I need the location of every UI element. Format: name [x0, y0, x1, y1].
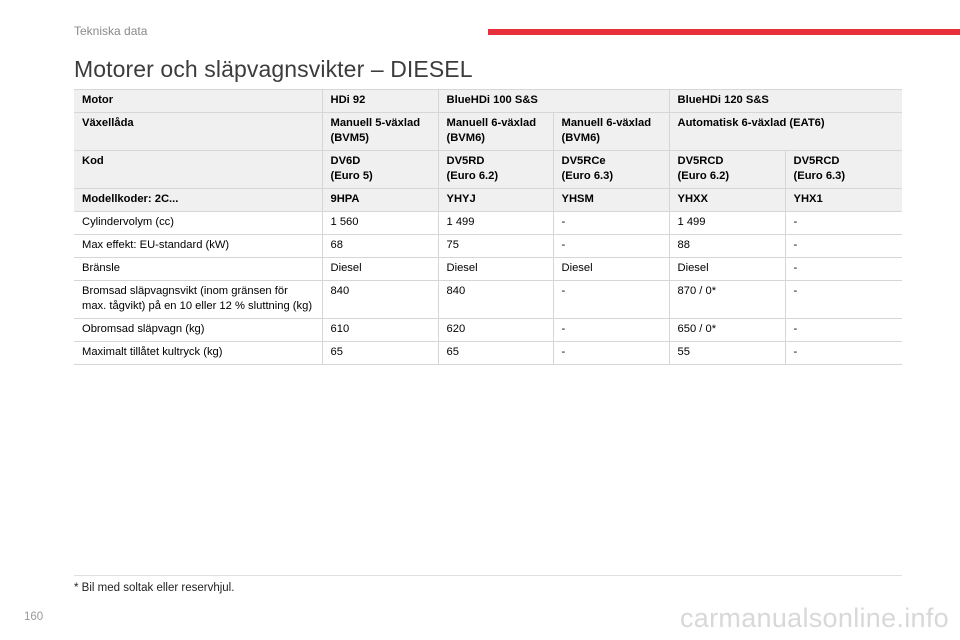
table-row: [74, 212, 902, 235]
table-cell: 55: [669, 342, 785, 365]
table-header-row-code: [74, 151, 902, 189]
table-header-row-gearbox: [74, 113, 902, 151]
engine-bluehdi100: BlueHDi 100 S&S: [438, 90, 669, 113]
row-label: Bromsad släpvagnsvikt (inom gränsen för max. tågvikt) på en 10 eller 12 % sluttning (kg): [74, 281, 322, 319]
table-cell: 1 560: [322, 212, 438, 235]
engine-code: DV5RCe: [561, 155, 606, 167]
gearbox-cell: Automatisk 6-växlad (EAT6): [669, 113, 902, 151]
row-label: Cylindervolym (cc): [74, 212, 322, 235]
table-cell: -: [785, 212, 902, 235]
row-label: Obromsad släpvagn (kg): [74, 319, 322, 342]
code-cell: [669, 151, 785, 189]
table-row: [74, 319, 902, 342]
footnote: * Bil med soltak eller reservhjul.: [74, 582, 235, 594]
engine-bluehdi120: BlueHDi 120 S&S: [669, 90, 902, 113]
table-cell: -: [553, 281, 669, 319]
gearbox-cell: Manuell 6-växlad (BVM6): [438, 113, 553, 151]
table-cell: Diesel: [322, 258, 438, 281]
table-cell: 1 499: [669, 212, 785, 235]
emission-norm: (Euro 5): [330, 170, 373, 182]
table-cell: -: [785, 281, 902, 319]
table-cell: 88: [669, 235, 785, 258]
model-code-cell: YHX1: [785, 189, 902, 212]
page-title: Motorer och släpvagnsvikter – DIESEL: [74, 56, 473, 82]
table-cell: 1 499: [438, 212, 553, 235]
table-cell: Diesel: [553, 258, 669, 281]
row-label: Max effekt: EU-standard (kW): [74, 235, 322, 258]
engine-code: DV5RCD: [793, 155, 840, 167]
row-label: Maximalt tillåtet kultryck (kg): [74, 342, 322, 365]
emission-norm: (Euro 6.2): [677, 170, 730, 182]
engine-code: DV6D: [330, 155, 361, 167]
emission-norm: (Euro 6.3): [793, 170, 846, 182]
engine-code: DV5RD: [446, 155, 485, 167]
table-cell: 870 / 0*: [669, 281, 785, 319]
table-cell: -: [785, 319, 902, 342]
model-code-cell: YHXX: [669, 189, 785, 212]
engine-hdi92: HDi 92: [322, 90, 438, 113]
table-cell: Diesel: [669, 258, 785, 281]
model-code-cell: YHYJ: [438, 189, 553, 212]
row-label-motor: Motor: [74, 90, 322, 113]
table-row: [74, 281, 902, 319]
table-row: [74, 342, 902, 365]
table-row: [74, 258, 902, 281]
table-cell: 840: [438, 281, 553, 319]
emission-norm: (Euro 6.2): [446, 170, 499, 182]
table-cell: -: [553, 212, 669, 235]
table-cell: 68: [322, 235, 438, 258]
gearbox-cell: Manuell 5-växlad (BVM5): [322, 113, 438, 151]
table-cell: 75: [438, 235, 553, 258]
code-cell: [322, 151, 438, 189]
table-cell: 840: [322, 281, 438, 319]
emission-norm: (Euro 6.3): [561, 170, 614, 182]
row-label-model-codes: Modellkoder: 2C...: [74, 189, 322, 212]
row-label-code: Kod: [74, 151, 322, 189]
table-cell: 65: [322, 342, 438, 365]
model-code-cell: YHSM: [553, 189, 669, 212]
footnote-divider: [74, 575, 902, 576]
table-cell: -: [785, 342, 902, 365]
engine-code: DV5RCD: [677, 155, 724, 167]
code-cell: [553, 151, 669, 189]
section-label: Tekniska data: [74, 24, 148, 38]
table-header-row-model-codes: [74, 189, 902, 212]
code-cell: [438, 151, 553, 189]
table-cell: 650 / 0*: [669, 319, 785, 342]
table-row: [74, 235, 902, 258]
engine-spec-table: [74, 89, 902, 365]
table-cell: -: [785, 235, 902, 258]
table-cell: -: [553, 342, 669, 365]
table-cell: 610: [322, 319, 438, 342]
row-label-gearbox: Växellåda: [74, 113, 322, 151]
page-number: 160: [24, 611, 44, 623]
table-cell: -: [553, 235, 669, 258]
table-cell: Diesel: [438, 258, 553, 281]
table-cell: 620: [438, 319, 553, 342]
table-cell: 65: [438, 342, 553, 365]
row-label: Bränsle: [74, 258, 322, 281]
model-code-cell: 9HPA: [322, 189, 438, 212]
gearbox-cell: Manuell 6-växlad (BVM6): [553, 113, 669, 151]
table-cell: -: [785, 258, 902, 281]
code-cell: [785, 151, 902, 189]
table-cell: -: [553, 319, 669, 342]
table-header-row-motor: [74, 90, 902, 113]
watermark: carmanualsonline.info: [680, 603, 949, 633]
section-accent-bar: [488, 29, 960, 35]
